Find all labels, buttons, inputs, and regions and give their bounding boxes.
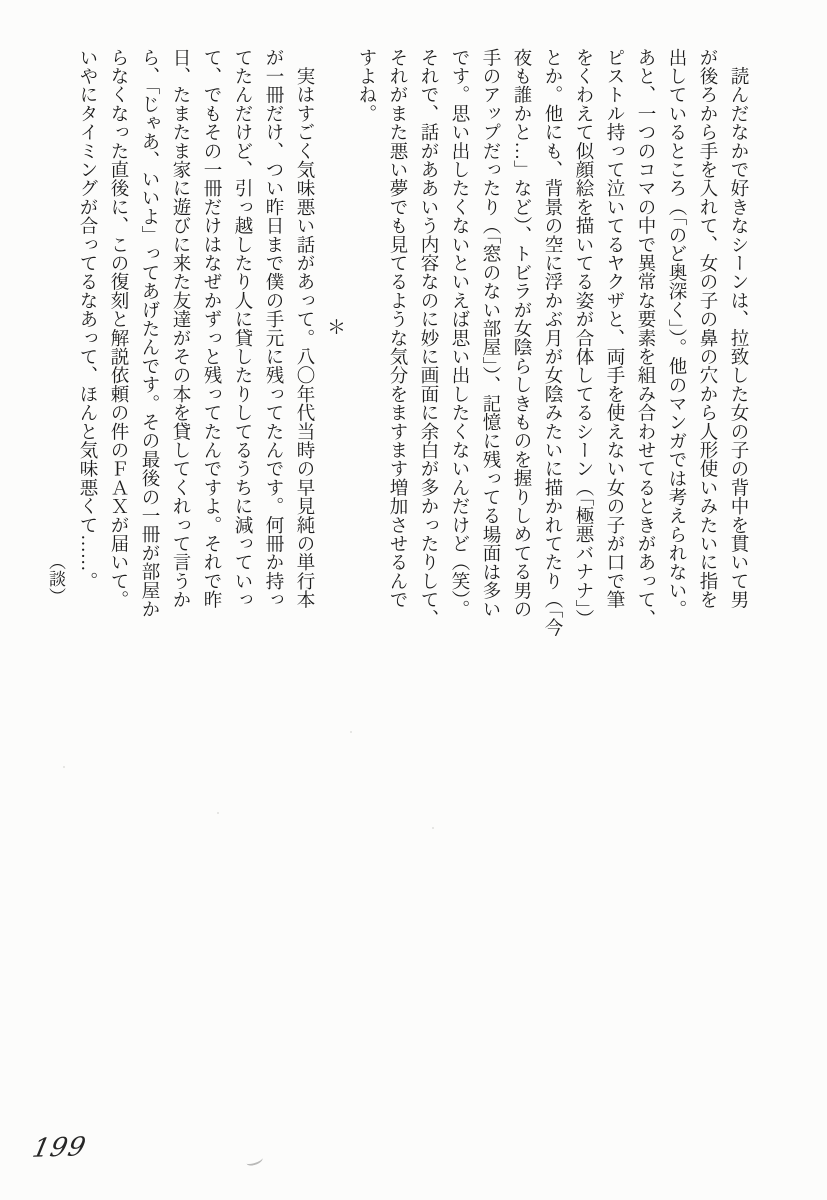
text-column: それがまた悪い夢でも見てるような気分をますます増加させるんで xyxy=(387,48,407,609)
text-column: すよね。 xyxy=(356,48,376,123)
text-column: が一冊だけ、つい昨日まで僕の手元に残ってたんです。何冊か持っ xyxy=(263,48,283,609)
scan-smudge xyxy=(245,1154,264,1167)
scan-speck xyxy=(217,812,219,814)
scan-speck xyxy=(63,766,65,768)
text-column: が後ろから手を入れて、女の子の鼻の穴から人形使いみたいに指を xyxy=(697,48,717,609)
text-column: です。思い出したくないといえば思い出したくないんだけど（笑）。 xyxy=(449,48,469,619)
paragraph-2 xyxy=(71,48,319,619)
attribution-dan: （談） xyxy=(46,553,65,605)
text-column: それで、話がああいう内容なのに妙に画面に余白が多かったりして、 xyxy=(418,48,438,628)
text-column: 日、たまたま家に遊びに来た友達がその本を貸してくれって言うか xyxy=(170,48,190,609)
text-column: 出しているところ（「のど奥深く」）。他のマンガでは考えられない。 xyxy=(666,48,686,619)
text-column: 夜も誰かと…」など）、トビラが女陰らしきものを握りしめてる男の xyxy=(511,48,531,619)
text-column: いやにタイミングが合ってるなあって、ほんと気味悪くて……。 xyxy=(77,48,97,591)
paragraph-1 xyxy=(350,48,753,638)
scan-speck xyxy=(350,731,352,733)
text-column: らなくなった直後に、この復刻と解説依頼の件のＦＡＸが届いて。 xyxy=(108,48,128,609)
text-column: をくわえて似顔絵を描いてる姿が合体してるシーン（「極悪バナナ」） xyxy=(573,48,593,628)
page-number: 199 xyxy=(29,1132,90,1164)
text-column: 実はすごく気味悪い話があって。八〇年代当時の早見純の単行本 xyxy=(294,48,314,609)
scan-speck xyxy=(432,827,434,829)
text-column: あと、一つのコマの中で異常な要素を組み合わせてるときがあって、 xyxy=(635,48,655,628)
text-column: とか。他にも、背景の空に浮かぶ月が女陰みたいに描かれてたり（「今 xyxy=(542,48,562,638)
interview-text-block xyxy=(40,48,753,638)
text-column: ピストル持って泣いてるヤクザと、両手を使えない女の子が口で筆 xyxy=(604,48,624,609)
text-column: てたんだけど、引っ越したり人に貸したりしてるうちに減っていっ xyxy=(232,48,252,609)
section-separator-asterisk: ＊ xyxy=(324,316,345,337)
text-column: て、でもその一冊だけはなぜかずっと残ってたんですよ。それで昨 xyxy=(201,48,221,609)
text-column: 手のアップだったり（「窓のない部屋」）、記憶に残ってる場面は多い xyxy=(480,48,500,619)
text-column: 読んだなかで好きなシーンは、拉致した女の子の背中を貫いて男 xyxy=(728,48,748,609)
text-column: ら、「じゃあ、いいよ」ってあげたんです。その最後の一冊が部屋か xyxy=(139,48,159,619)
